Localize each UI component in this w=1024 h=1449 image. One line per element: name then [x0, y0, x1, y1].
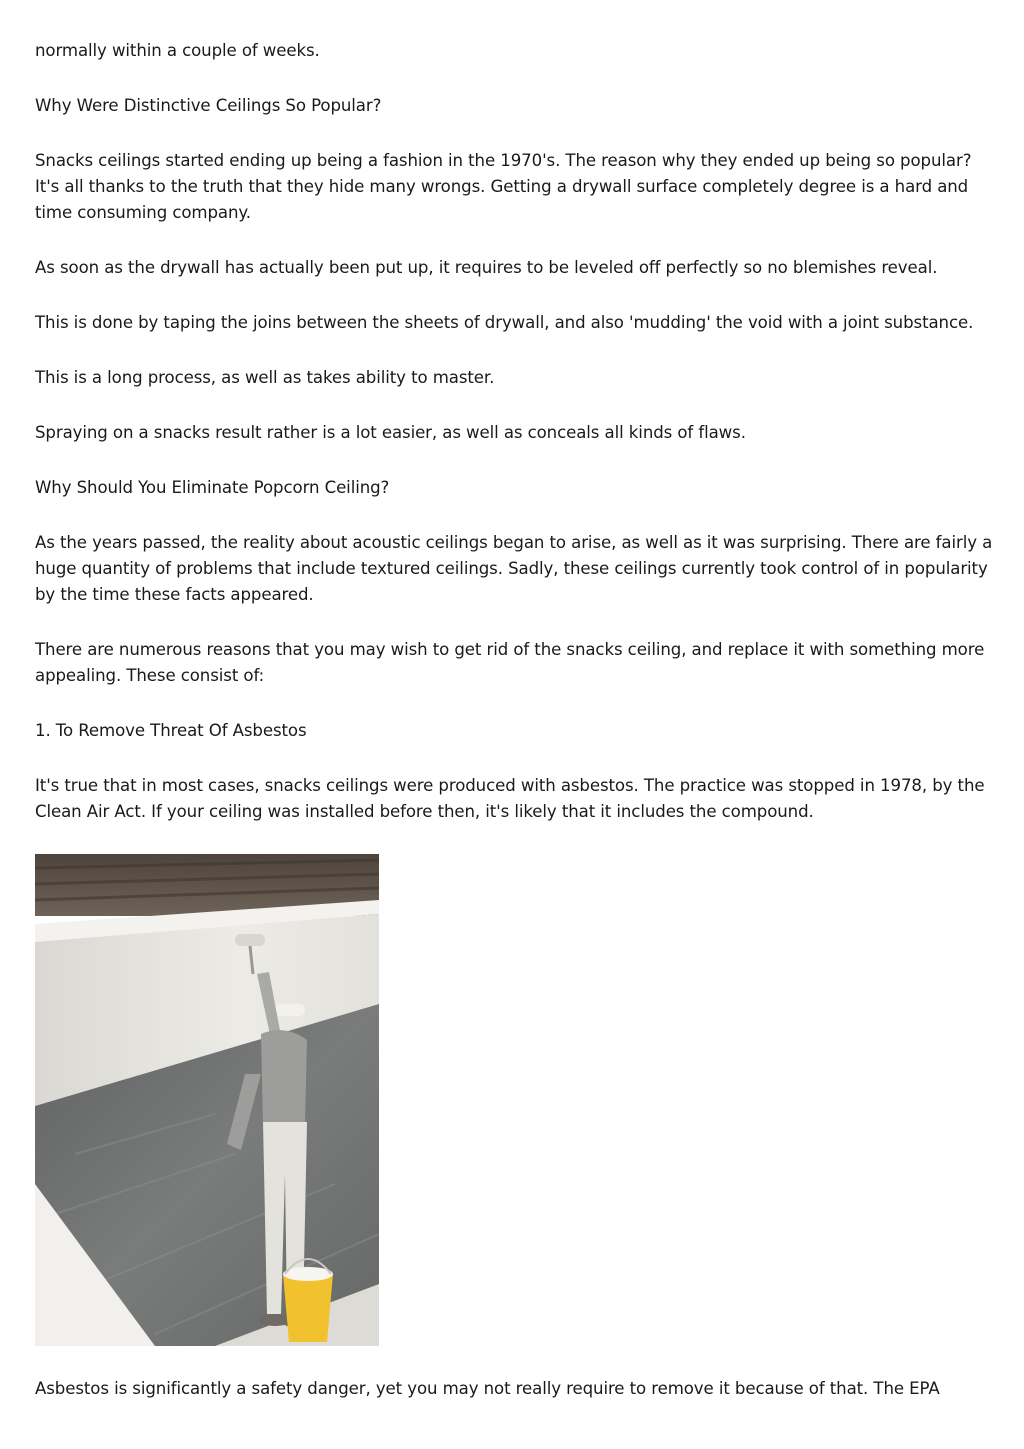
paragraph-2: Snacks ceilings started ending up being a fashion in the 1970's. The reason why they ended up being so popular? It's all thanks to the truth that they hide many wrongs. Getting a drywall surface completely degree is a hard and time consuming company.	[35, 151, 972, 222]
paragraph-10: Asbestos is significantly a safety danger, yet you may not really require to remove it because of that. The EPA	[35, 1379, 940, 1398]
paragraph-8: There are numerous reasons that you may wish to get rid of the snacks ceiling, and replace it with something more appealing. These consist of:	[35, 640, 985, 685]
painter-with-roller-photo	[35, 854, 379, 1346]
paragraph-4: This is done by taping the joins between the sheets of drywall, and also 'mudding' the void with a joint substance.	[35, 313, 974, 332]
list-item-asbestos: 1. To Remove Threat Of Asbestos	[35, 721, 307, 740]
document-page	[35, 38, 995, 1431]
paragraph-6: Spraying on a snacks result rather is a lot easier, as well as conceals all kinds of flaws.	[35, 423, 746, 442]
section-heading-popular: Why Were Distinctive Ceilings So Popular?	[35, 96, 382, 115]
paragraph-5: This is a long process, as well as takes ability to master.	[35, 368, 495, 387]
paragraph-7: As the years passed, the reality about acoustic ceilings began to arise, as well as it was surprising. There are fairly a huge quantity of problems that include textured ceilings. Sadly, these ceilings currently took control of in popularity by the time these facts appeared.	[35, 533, 993, 604]
paint-bucket	[283, 1259, 333, 1342]
paragraph-9: It's true that in most cases, snacks ceilings were produced with asbestos. The practice was stopped in 1978, by the Clean Air Act. If your ceiling was installed before then, it's likely that it includes the compound.	[35, 776, 985, 821]
section-heading-eliminate: Why Should You Eliminate Popcorn Ceiling?	[35, 478, 390, 497]
paragraph-1: normally within a couple of weeks.	[35, 41, 320, 60]
paragraph-3: As soon as the drywall has actually been put up, it requires to be leveled off perfectly so no blemishes reveal.	[35, 258, 938, 277]
